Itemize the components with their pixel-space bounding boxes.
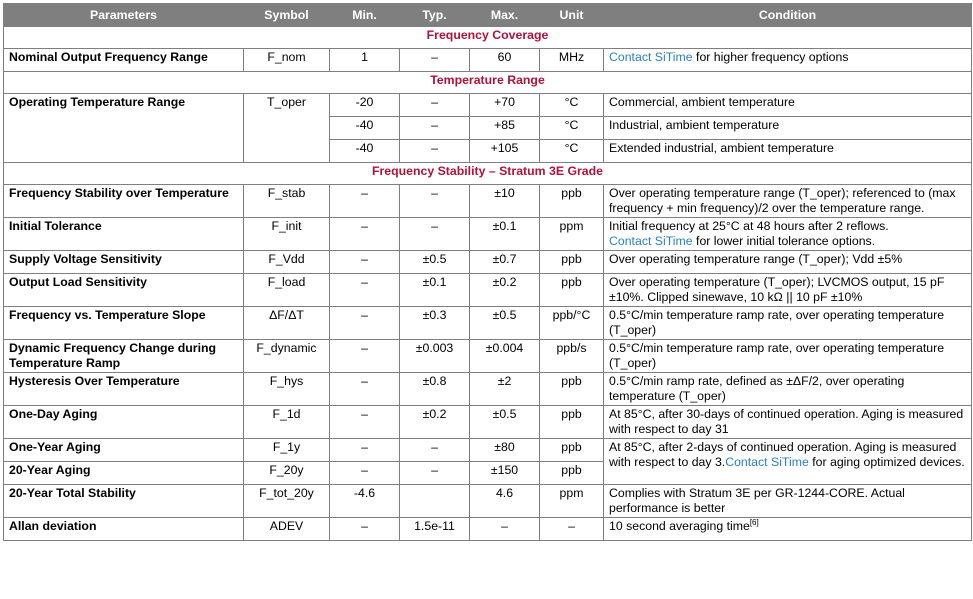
min-cell: – <box>330 406 400 439</box>
param-cell: Allan deviation <box>4 518 244 541</box>
header-max: Max. <box>470 4 540 27</box>
typ-cell: ±0.003 <box>400 340 470 373</box>
section-title: Frequency Stability – Stratum 3E Grade <box>4 163 972 185</box>
condition-text: for lower initial tolerance options. <box>692 234 876 248</box>
typ-cell: ±0.3 <box>400 307 470 340</box>
contact-sitime-link[interactable]: Contact SiTime <box>725 455 809 469</box>
param-cell: Supply Voltage Sensitivity <box>4 251 244 274</box>
unit-cell: ppb <box>540 373 604 406</box>
unit-cell: ppb <box>540 406 604 439</box>
param-cell: One-Year Aging <box>4 439 244 462</box>
condition-cell: Extended industrial, ambient temperature <box>604 140 972 163</box>
min-cell: – <box>330 218 400 251</box>
condition-cell <box>604 439 972 485</box>
table-row <box>4 185 972 218</box>
min-cell: – <box>330 251 400 274</box>
min-cell: – <box>330 307 400 340</box>
symbol-cell: F_hys <box>244 373 330 406</box>
min-cell: – <box>330 274 400 307</box>
table-row <box>4 49 972 72</box>
condition-cell <box>604 518 972 541</box>
symbol-cell: F_init <box>244 218 330 251</box>
condition-cell: Commercial, ambient temperature <box>604 94 972 117</box>
max-cell: ±0.1 <box>470 218 540 251</box>
max-cell: 60 <box>470 49 540 72</box>
symbol-cell: F_1d <box>244 406 330 439</box>
table-row <box>4 218 972 251</box>
min-cell: – <box>330 340 400 373</box>
spec-table <box>3 3 972 541</box>
typ-cell <box>400 485 470 518</box>
param-cell: Initial Tolerance <box>4 218 244 251</box>
typ-cell: 1.5e-11 <box>400 518 470 541</box>
unit-cell: ppb <box>540 462 604 485</box>
section-row <box>4 163 972 185</box>
typ-cell: – <box>400 185 470 218</box>
table-row <box>4 307 972 340</box>
min-cell: – <box>330 373 400 406</box>
condition-text: Initial frequency at 25°C at 48 hours after 2 reflows. <box>609 219 889 233</box>
param-cell: One-Day Aging <box>4 406 244 439</box>
typ-cell: – <box>400 218 470 251</box>
unit-cell: °C <box>540 117 604 140</box>
condition-cell: Over operating temperature range (T_oper); referenced to (max frequency + min frequency)/2 over the temperature range. <box>604 185 972 218</box>
typ-cell: ±0.2 <box>400 406 470 439</box>
unit-cell: °C <box>540 94 604 117</box>
header-typ: Typ. <box>400 4 470 27</box>
header-condition: Condition <box>604 4 972 27</box>
unit-cell: ppb <box>540 274 604 307</box>
max-cell: ±10 <box>470 185 540 218</box>
symbol-cell: F_stab <box>244 185 330 218</box>
max-cell: ±150 <box>470 462 540 485</box>
max-cell: – <box>470 518 540 541</box>
section-title: Temperature Range <box>4 72 972 94</box>
param-cell: Hysteresis Over Temperature <box>4 373 244 406</box>
param-cell: Nominal Output Frequency Range <box>4 49 244 72</box>
condition-text: 10 second averaging time <box>609 519 750 533</box>
table-row <box>4 274 972 307</box>
min-cell: – <box>330 462 400 485</box>
typ-cell: ±0.1 <box>400 274 470 307</box>
condition-text: for aging optimized devices. <box>808 455 965 469</box>
max-cell: +85 <box>470 117 540 140</box>
param-cell: Frequency Stability over Temperature <box>4 185 244 218</box>
section-row <box>4 27 972 49</box>
condition-cell: At 85°C, after 30-days of continued operation. Aging is measured with respect to day 31 <box>604 406 972 439</box>
section-title: Frequency Coverage <box>4 27 972 49</box>
typ-cell: – <box>400 439 470 462</box>
param-cell: Output Load Sensitivity <box>4 274 244 307</box>
contact-sitime-link[interactable]: Contact SiTime <box>609 234 693 248</box>
condition-cell: Complies with Stratum 3E per GR-1244-CORE. Actual performance is better <box>604 485 972 518</box>
unit-cell: ppb/s <box>540 340 604 373</box>
table-row <box>4 373 972 406</box>
header-symbol: Symbol <box>244 4 330 27</box>
typ-cell: – <box>400 49 470 72</box>
unit-cell: ppb <box>540 439 604 462</box>
condition-cell: 0.5°C/min temperature ramp rate, over operating temperature (T_oper) <box>604 307 972 340</box>
symbol-cell: ADEV <box>244 518 330 541</box>
unit-cell: °C <box>540 140 604 163</box>
table-row <box>4 406 972 439</box>
typ-cell: – <box>400 94 470 117</box>
table-row <box>4 251 972 274</box>
condition-cell: Industrial, ambient temperature <box>604 117 972 140</box>
max-cell: ±0.5 <box>470 307 540 340</box>
contact-sitime-link[interactable]: Contact SiTime <box>609 50 693 64</box>
min-cell: -40 <box>330 117 400 140</box>
min-cell: – <box>330 518 400 541</box>
unit-cell: ppb <box>540 251 604 274</box>
max-cell: ±0.5 <box>470 406 540 439</box>
max-cell: +105 <box>470 140 540 163</box>
condition-cell <box>604 49 972 72</box>
table-row <box>4 340 972 373</box>
symbol-cell: F_tot_20y <box>244 485 330 518</box>
symbol-cell: F_load <box>244 274 330 307</box>
table-row <box>4 439 972 462</box>
condition-cell <box>604 218 972 251</box>
typ-cell: – <box>400 140 470 163</box>
condition-text: for higher frequency options <box>692 50 849 64</box>
symbol-cell: F_20y <box>244 462 330 485</box>
param-cell: 20-Year Aging <box>4 462 244 485</box>
condition-cell: 0.5°C/min ramp rate, defined as ±ΔF/2, over operating temperature (T_oper) <box>604 373 972 406</box>
typ-cell: ±0.8 <box>400 373 470 406</box>
symbol-cell: ΔF/ΔT <box>244 307 330 340</box>
condition-cell: 0.5°C/min temperature ramp rate, over operating temperature (T_oper) <box>604 340 972 373</box>
param-cell: Frequency vs. Temperature Slope <box>4 307 244 340</box>
max-cell: +70 <box>470 94 540 117</box>
unit-cell: ppm <box>540 485 604 518</box>
max-cell: ±2 <box>470 373 540 406</box>
header-min: Min. <box>330 4 400 27</box>
header-unit: Unit <box>540 4 604 27</box>
max-cell: ±0.2 <box>470 274 540 307</box>
min-cell: -4.6 <box>330 485 400 518</box>
condition-cell: Over operating temperature (T_oper); LVCMOS output, 15 pF ±10%. Clipped sinewave, 10 kΩ || 10 pF ±10% <box>604 274 972 307</box>
min-cell: 1 <box>330 49 400 72</box>
typ-cell: – <box>400 117 470 140</box>
max-cell: ±80 <box>470 439 540 462</box>
table-row <box>4 94 972 117</box>
symbol-cell: F_Vdd <box>244 251 330 274</box>
min-cell: – <box>330 439 400 462</box>
param-cell: Operating Temperature Range <box>4 94 244 163</box>
min-cell: -20 <box>330 94 400 117</box>
max-cell: ±0.004 <box>470 340 540 373</box>
header-parameters: Parameters <box>4 4 244 27</box>
unit-cell: MHz <box>540 49 604 72</box>
typ-cell: ±0.5 <box>400 251 470 274</box>
max-cell: 4.6 <box>470 485 540 518</box>
section-row <box>4 72 972 94</box>
min-cell: -40 <box>330 140 400 163</box>
header-row <box>4 4 972 27</box>
unit-cell: ppb/°C <box>540 307 604 340</box>
max-cell: ±0.7 <box>470 251 540 274</box>
table-row <box>4 485 972 518</box>
typ-cell: – <box>400 462 470 485</box>
condition-cell: Over operating temperature range (T_oper); Vdd ±5% <box>604 251 972 274</box>
table-row <box>4 518 972 541</box>
param-cell: Dynamic Frequency Change during Temperature Ramp <box>4 340 244 373</box>
symbol-cell: T_oper <box>244 94 330 163</box>
unit-cell: ppb <box>540 185 604 218</box>
unit-cell: – <box>540 518 604 541</box>
symbol-cell: F_nom <box>244 49 330 72</box>
min-cell: – <box>330 185 400 218</box>
unit-cell: ppm <box>540 218 604 251</box>
symbol-cell: F_dynamic <box>244 340 330 373</box>
footnote-ref[interactable]: [6] <box>749 517 759 527</box>
param-cell: 20-Year Total Stability <box>4 485 244 518</box>
symbol-cell: F_1y <box>244 439 330 462</box>
condition-text: At 85°C, after 2-days of continued operation. Aging is measured with respect to day 3. <box>609 440 957 469</box>
